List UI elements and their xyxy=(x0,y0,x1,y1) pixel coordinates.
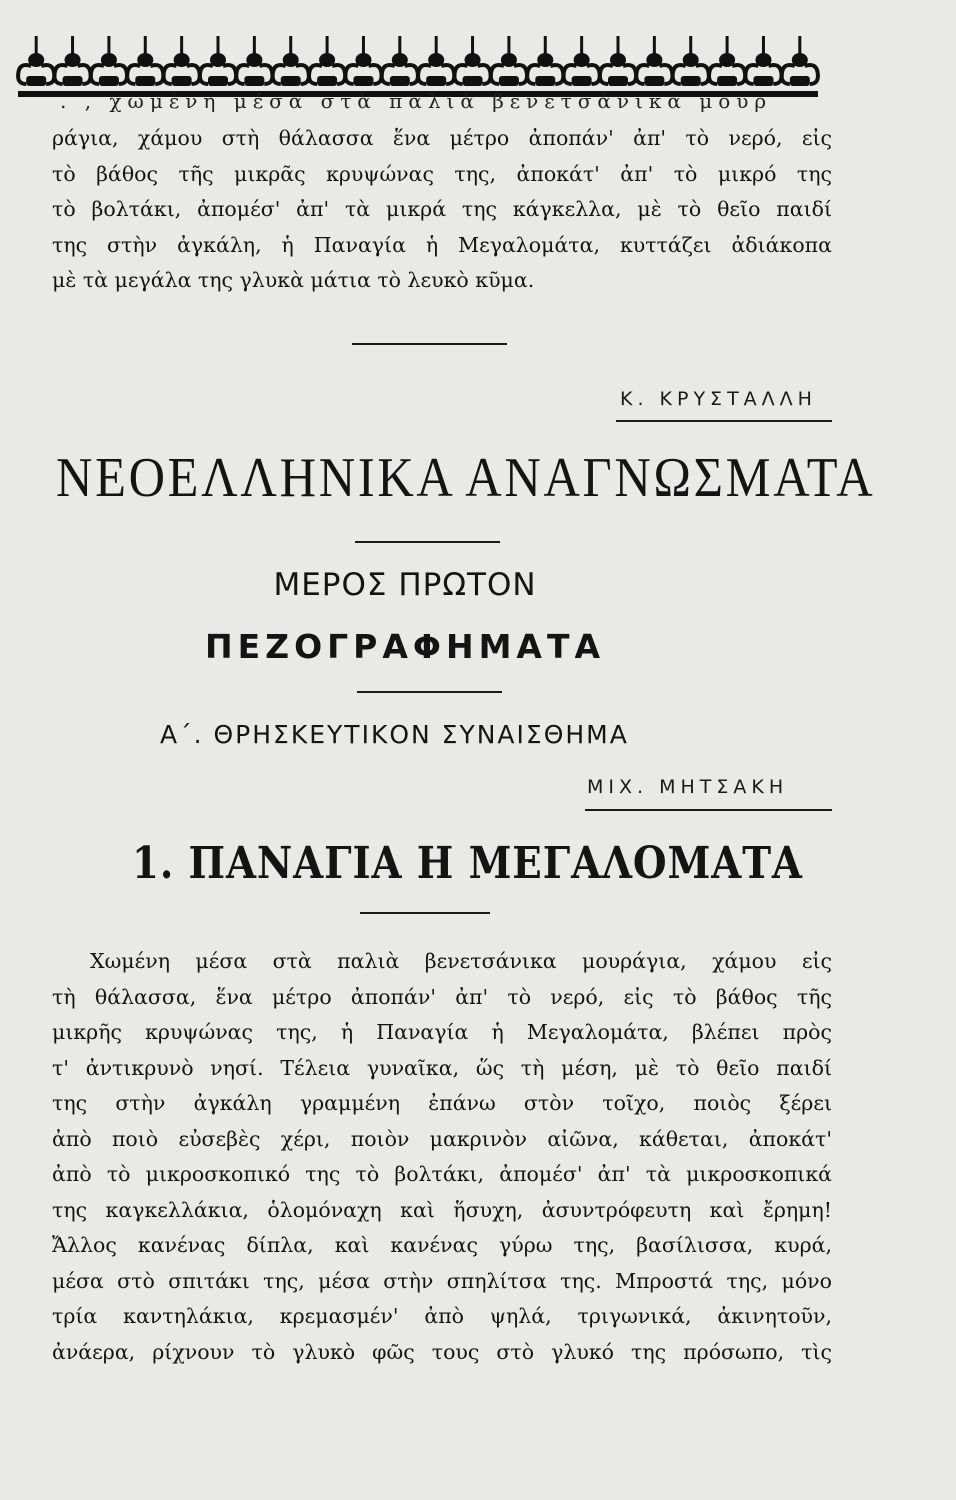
fleuron-icon xyxy=(91,36,127,86)
text-line: τρία καντηλάκια, κρεμασμέν' ἀπὸ ψηλά, τριγωνικά, ἀκινητοῦν, xyxy=(52,1304,832,1328)
text-line: ἀνάερα, ρίχνουν τὸ γλυκὸ φῶς τους στὸ γλυκό της πρόσωπο, τὶς xyxy=(52,1339,832,1364)
anthology-title: ΝΕΟΕΛΛΗΝΙΚΑ ΑΝΑΓΝΩΣΜΑΤΑ xyxy=(56,447,876,509)
author-krystalli: Κ. ΚΡΥΣΤΑΛΛΗ xyxy=(620,388,817,410)
text-line: της στὴν ἀγκάλη γραμμένη ἐπάνω στὸν τοῖχο, ποιὸς ξέρει xyxy=(52,1091,832,1115)
fleuron-icon xyxy=(164,36,200,86)
text-line: Χωμένη μέσα στὰ παλιὰ βενετσάνικα μουράγια, χάμου εἰς xyxy=(90,949,832,973)
fleuron-icon xyxy=(18,36,54,86)
text-line: τὸ βάθος τῆς μικρᾶς κρυψώνας της, ἀποκάτ' ἀπ' τὸ μικρό της xyxy=(52,161,832,186)
fleuron-icon xyxy=(527,36,563,86)
separator-rule xyxy=(355,541,500,543)
text-line: ἀπὸ τὸ μικροσκοπικό της τὸ βολτάκι, ἀπομέσ' ἀπ' τὰ μικροσκοπικά xyxy=(52,1162,832,1186)
text-line: τὴ θάλασσα, ἕνα μέτρο ἀποπάν' ἀπ' τὸ νερό, εἰς τὸ βάθος τῆς xyxy=(52,984,832,1009)
text-line: της στὴν ἀγκάλη, ἡ Παναγία ἡ Μεγαλομάτα, κυττάζει ἀδιάκοπα xyxy=(52,232,832,257)
fleuron-icon xyxy=(636,36,672,86)
section-heading: Α΄. ΘΡΗΣΚΕΥΤΙΚΟΝ ΣΥΝΑΙΣΘΗΜΑ xyxy=(160,720,629,749)
fleuron-icon xyxy=(418,36,454,86)
text-line: ράγια, χάμου στὴ θάλασσα ἕνα μέτρο ἀποπάν' ἀπ' τὸ νερό, εἰς xyxy=(52,126,832,150)
text-line: τ' ἀντικρυνὸ νησί. Τέλεια γυναῖκα, ὥς τὴ μέση, μὲ τὸ θεῖο παιδί xyxy=(52,1055,832,1080)
author-underline xyxy=(585,809,832,811)
author-underline xyxy=(616,420,832,422)
fleuron-icon xyxy=(54,36,90,86)
fleuron-icon xyxy=(382,36,418,86)
ornament-band-icon xyxy=(18,32,818,90)
fleuron-icon xyxy=(564,36,600,86)
text-line: Ἄλλος κανένας δίπλα, καὶ κανένας γύρω της, βασίλισσα, κυρά, xyxy=(52,1233,832,1257)
fleuron-icon xyxy=(200,36,236,86)
cropped-text-line: . , χωμένη μέσα στὰ παλιὰ βενετσάνικα μουρ xyxy=(60,89,773,113)
fleuron-icon xyxy=(782,36,818,86)
separator-rule xyxy=(352,343,507,345)
fleuron-icon xyxy=(236,36,272,86)
fleuron-icon xyxy=(273,36,309,86)
genre-heading: ΠΕΖΟΓΡΑΦΗΜΑΤΑ xyxy=(205,627,605,666)
separator-rule xyxy=(357,691,502,693)
top-paragraph xyxy=(52,121,832,299)
fleuron-icon xyxy=(600,36,636,86)
body-paragraph xyxy=(52,944,832,1370)
fleuron-icon xyxy=(454,36,490,86)
text-line: μὲ τὰ μεγάλα της γλυκὰ μάτια τὸ λευκὸ κῦμα. xyxy=(52,268,535,292)
text-line: τὸ βολτάκι, ἀπομέσ' ἀπ' τὰ μικρά της κάγκελλα, μὲ τὸ θεῖο παιδί xyxy=(52,197,832,221)
author-mitsaki: ΜΙΧ. ΜΗΤΣΑΚΗ xyxy=(587,776,789,798)
fleuron-icon xyxy=(709,36,745,86)
fleuron-icon xyxy=(309,36,345,86)
fleuron-icon xyxy=(345,36,381,86)
text-line: της καγκελλάκια, ὁλομόναχη καὶ ἥσυχη, ἀσυντρόφευτη καὶ ἔρημη! xyxy=(52,1197,832,1222)
separator-rule xyxy=(360,912,490,914)
text-line: μικρῆς κρυψώνας της, ἡ Παναγία ἡ Μεγαλομάτα, βλέπει πρὸς xyxy=(52,1020,832,1044)
text-line: ἀπὸ ποιὸ εὐσεβὲς χέρι, ποιὸν μακρινὸν αἰῶνα, κάθεται, ἀποκάτ' xyxy=(52,1126,832,1151)
text-line: μέσα στὸ σπιτάκι της, μέσα στὴν σπηλίτσα της. Μπροστά της, μόνο xyxy=(52,1268,832,1293)
part-heading: ΜΕΡΟΣ ΠΡΩΤΟΝ xyxy=(273,567,537,603)
chapter-title: 1. ΠΑΝΑΓΙΑ Η ΜΕΓΑΛΟΜΑΤΑ xyxy=(132,838,803,889)
fleuron-icon xyxy=(673,36,709,86)
fleuron-icon xyxy=(491,36,527,86)
fleuron-icon xyxy=(745,36,781,86)
fleuron-icon xyxy=(127,36,163,86)
